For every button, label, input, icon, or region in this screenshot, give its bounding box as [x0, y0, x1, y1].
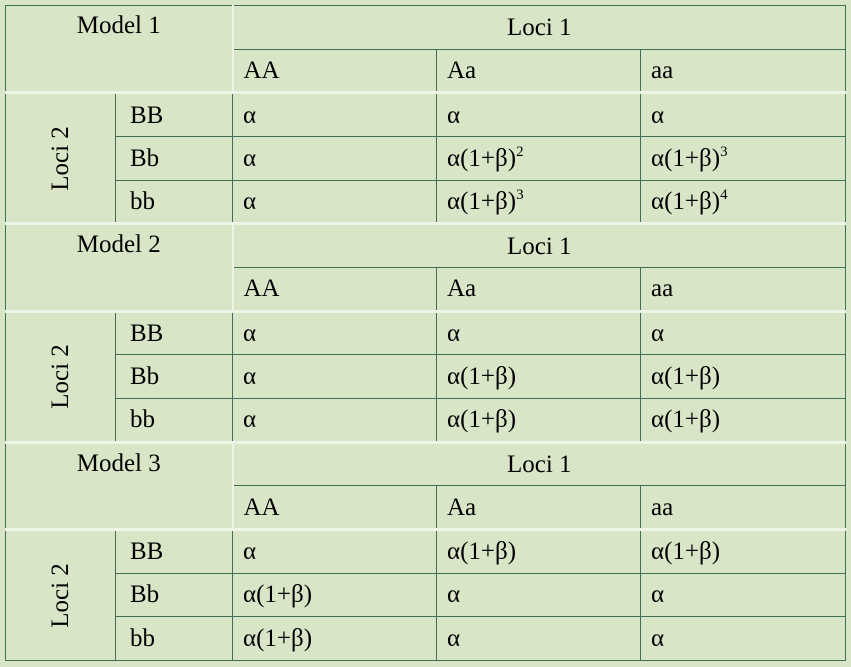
table-row [6, 529, 846, 573]
fitness-value: α(1+β) [243, 581, 313, 609]
fitness-exponent: 3 [720, 143, 728, 160]
fitness-cell [641, 311, 846, 355]
fitness-cell [641, 573, 846, 617]
column-genotype: Aa [437, 49, 641, 93]
fitness-cell [641, 529, 846, 573]
fitness-value: α(1+β) [447, 538, 517, 566]
loci2-cell [6, 311, 116, 442]
fitness-cell [233, 355, 437, 399]
fitness-value: α [243, 319, 257, 347]
loci1-label: Loci 1 [233, 224, 846, 268]
column-genotype: Aa [437, 486, 641, 530]
epistasis-model-table [5, 5, 846, 661]
fitness-cell [437, 311, 641, 355]
fitness-value: α(1+β) [447, 363, 517, 391]
fitness-cell [233, 93, 437, 137]
column-genotype: Aa [437, 267, 641, 311]
fitness-value: α(1+β) [447, 144, 517, 172]
fitness-cell [233, 180, 437, 224]
fitness-value: α [447, 319, 461, 347]
table-row [6, 617, 846, 661]
table-row [6, 311, 846, 355]
table-row [6, 180, 846, 224]
fitness-value: α(1+β) [243, 625, 313, 653]
fitness-cell [233, 136, 437, 180]
fitness-value: α [243, 538, 257, 566]
row-genotype: BB [116, 311, 233, 355]
fitness-cell [641, 136, 846, 180]
fitness-value: α [243, 363, 257, 391]
fitness-cell [233, 311, 437, 355]
loci2-cell [6, 93, 116, 224]
loci1-label: Loci 1 [233, 442, 846, 486]
fitness-cell [233, 573, 437, 617]
model-header-row [6, 6, 846, 50]
table-row [6, 573, 846, 617]
row-genotype: BB [116, 93, 233, 137]
fitness-value: α [651, 625, 665, 653]
fitness-value: α [243, 406, 257, 434]
fitness-value: α [447, 101, 461, 129]
model-title: Model 2 [6, 224, 233, 311]
fitness-value: α(1+β) [447, 406, 517, 434]
fitness-cell [437, 136, 641, 180]
fitness-value: α [651, 319, 665, 347]
model-header-row [6, 224, 846, 268]
fitness-value: α [651, 101, 665, 129]
fitness-cell [437, 180, 641, 224]
table-row [6, 93, 846, 137]
fitness-cell [437, 398, 641, 442]
fitness-value: α [651, 581, 665, 609]
fitness-cell [437, 573, 641, 617]
row-genotype: bb [116, 617, 233, 661]
column-genotype: AA [233, 267, 437, 311]
column-genotype: AA [233, 49, 437, 93]
model-title: Model 1 [6, 6, 233, 93]
row-genotype: Bb [116, 136, 233, 180]
loci2-label: Loci 2 [46, 126, 74, 191]
row-genotype: bb [116, 180, 233, 224]
column-genotype: aa [641, 486, 846, 530]
fitness-value: α(1+β) [651, 363, 721, 391]
row-genotype: Bb [116, 573, 233, 617]
fitness-cell [233, 529, 437, 573]
fitness-value: α(1+β) [651, 144, 721, 172]
row-genotype: bb [116, 398, 233, 442]
loci1-label: Loci 1 [233, 6, 846, 50]
fitness-value: α [447, 625, 461, 653]
fitness-cell [641, 398, 846, 442]
fitness-cell [641, 355, 846, 399]
table-row [6, 355, 846, 399]
fitness-value: α(1+β) [447, 187, 517, 215]
loci2-label: Loci 2 [46, 563, 74, 628]
fitness-cell [641, 93, 846, 137]
table-row [6, 136, 846, 180]
fitness-cell [437, 617, 641, 661]
fitness-cell [641, 180, 846, 224]
fitness-value: α [243, 187, 257, 215]
fitness-cell [233, 617, 437, 661]
loci2-label: Loci 2 [46, 344, 74, 409]
table-row [6, 398, 846, 442]
column-genotype: aa [641, 267, 846, 311]
column-genotype: aa [641, 49, 846, 93]
fitness-exponent: 4 [720, 186, 728, 203]
fitness-value: α [447, 581, 461, 609]
model-title: Model 3 [6, 442, 233, 529]
model-header-row [6, 442, 846, 486]
fitness-cell [437, 529, 641, 573]
fitness-value: α(1+β) [651, 538, 721, 566]
row-genotype: Bb [116, 355, 233, 399]
fitness-value: α [243, 144, 257, 172]
fitness-exponent: 2 [516, 143, 524, 160]
column-genotype: AA [233, 486, 437, 530]
fitness-exponent: 3 [516, 186, 524, 203]
fitness-cell [641, 617, 846, 661]
row-genotype: BB [116, 529, 233, 573]
fitness-value: α [243, 101, 257, 129]
loci2-cell [6, 529, 116, 660]
fitness-value: α(1+β) [651, 406, 721, 434]
fitness-cell [233, 398, 437, 442]
fitness-cell [437, 355, 641, 399]
fitness-value: α(1+β) [651, 187, 721, 215]
fitness-cell [437, 93, 641, 137]
